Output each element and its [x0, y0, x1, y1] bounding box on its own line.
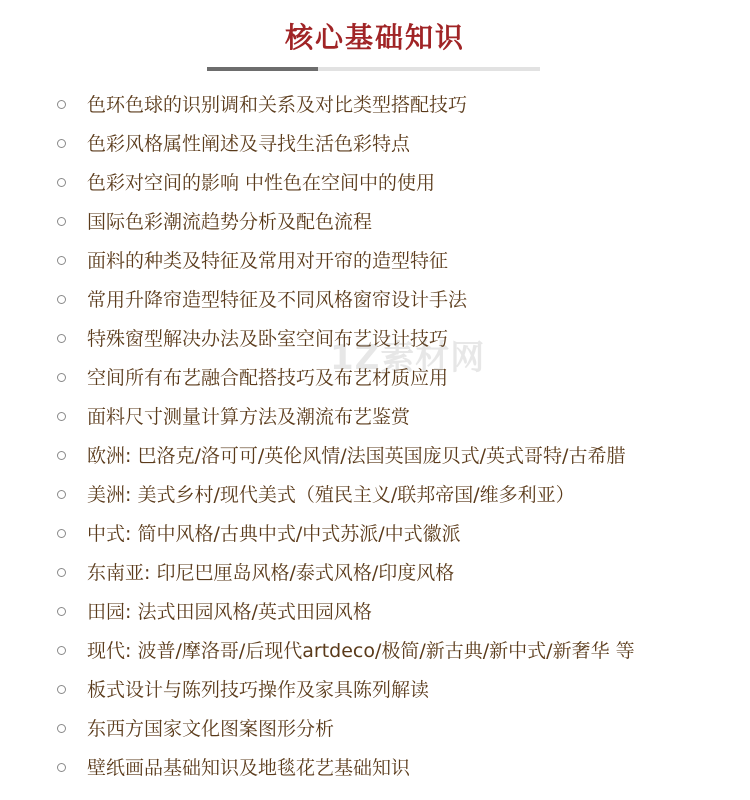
- list-item: [0, 515, 750, 554]
- list-item: [0, 593, 750, 632]
- list-item: [0, 86, 750, 125]
- hollow-circle-icon: [57, 568, 66, 577]
- list-item-text: 国际色彩潮流趋势分析及配色流程: [87, 211, 373, 233]
- list-item: [0, 203, 750, 242]
- hollow-circle-icon: [57, 529, 66, 538]
- list-item-text: 色彩对空间的影响 中性色在空间中的使用: [87, 172, 436, 194]
- list-item: [0, 437, 750, 476]
- topic-list: [0, 86, 750, 788]
- hollow-circle-icon: [57, 646, 66, 655]
- list-item-text: 常用升降帘造型特征及不同风格窗帘设计手法: [87, 289, 468, 311]
- list-item: [0, 125, 750, 164]
- list-item-text: 东西方国家文化图案图形分析: [87, 718, 335, 740]
- hollow-circle-icon: [57, 256, 66, 265]
- list-item: [0, 359, 750, 398]
- list-item: [0, 632, 750, 671]
- list-item: [0, 710, 750, 749]
- list-item: [0, 398, 750, 437]
- hollow-circle-icon: [57, 217, 66, 226]
- hollow-circle-icon: [57, 685, 66, 694]
- list-item-text: 壁纸画品基础知识及地毯花艺基础知识: [87, 757, 411, 779]
- hollow-circle-icon: [57, 763, 66, 772]
- hollow-circle-icon: [57, 373, 66, 382]
- list-item-text: 现代: 波普/摩洛哥/后现代artdeco/极简/新古典/新中式/新奢华 等: [87, 640, 635, 662]
- title-underline: [207, 67, 540, 71]
- hollow-circle-icon: [57, 100, 66, 109]
- list-item: [0, 320, 750, 359]
- list-item-text: 空间所有布艺融合配搭技巧及布艺材质应用: [87, 367, 449, 389]
- list-item: [0, 554, 750, 593]
- list-item-text: 特殊窗型解决办法及卧室空间布艺设计技巧: [87, 328, 449, 350]
- list-item-text: 色环色球的识别调和关系及对比类型搭配技巧: [87, 94, 468, 116]
- hollow-circle-icon: [57, 607, 66, 616]
- hollow-circle-icon: [57, 724, 66, 733]
- list-item-text: 美洲: 美式乡村/现代美式（殖民主义/联邦帝国/维多利亚）: [87, 484, 575, 506]
- hollow-circle-icon: [57, 295, 66, 304]
- list-item: [0, 281, 750, 320]
- hollow-circle-icon: [57, 412, 66, 421]
- list-item-text: 色彩风格属性阐述及寻找生活色彩特点: [87, 133, 411, 155]
- list-item-text: 东南亚: 印尼巴厘岛风格/泰式风格/印度风格: [87, 562, 455, 584]
- list-item-text: 板式设计与陈列技巧操作及家具陈列解读: [87, 679, 430, 701]
- hollow-circle-icon: [57, 490, 66, 499]
- list-item-text: 面料的种类及特征及常用对开帘的造型特征: [87, 250, 449, 272]
- list-item: [0, 476, 750, 515]
- list-item: [0, 749, 750, 788]
- list-item: [0, 164, 750, 203]
- list-item-text: 面料尺寸测量计算方法及潮流布艺鉴赏: [87, 406, 411, 428]
- title-underline-accent: [207, 67, 318, 71]
- list-item-text: 中式: 简中风格/古典中式/中式苏派/中式徽派: [87, 523, 461, 545]
- hollow-circle-icon: [57, 334, 66, 343]
- page-title: 核心基础知识: [284, 21, 465, 54]
- list-item-text: 田园: 法式田园风格/英式田园风格: [87, 601, 372, 623]
- list-item-text: 欧洲: 巴洛克/洛可可/英伦风情/法国英国庞贝式/英式哥特/古希腊: [87, 445, 626, 467]
- watermark: 1Z素材网: [330, 338, 486, 378]
- hollow-circle-icon: [57, 178, 66, 187]
- list-item: [0, 242, 750, 281]
- hollow-circle-icon: [57, 451, 66, 460]
- list-item: [0, 671, 750, 710]
- hollow-circle-icon: [57, 139, 66, 148]
